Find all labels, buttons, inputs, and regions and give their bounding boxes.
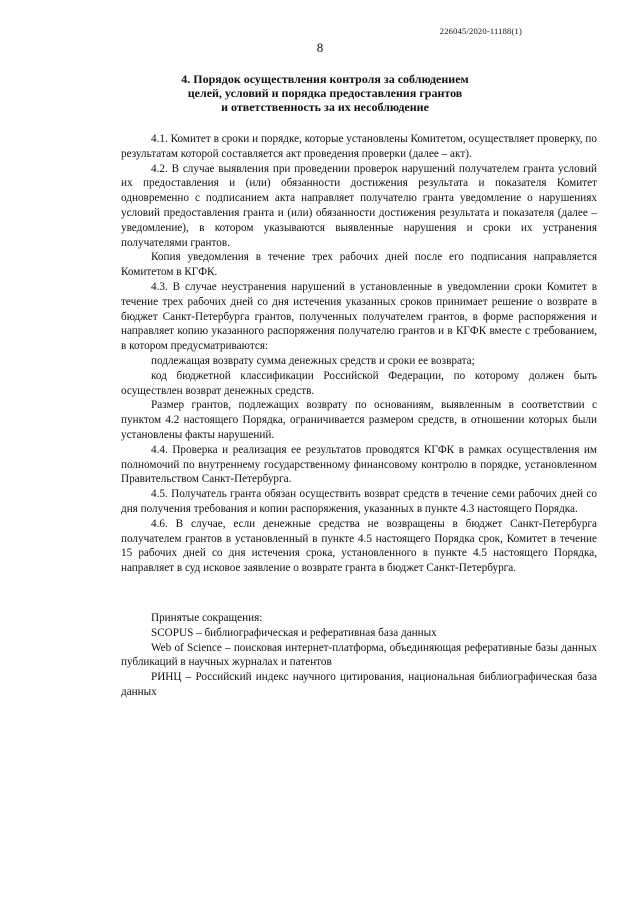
heading-line: целей, условий и порядка предоставления грантов [187,86,463,100]
paragraph-grant-size: Размер грантов, подлежащих возврату по основаниям, выявленным в соответствии с пунктом 4.2 настоящего Порядка, ограничивается размером средств, в отношении которых были установлены факты нарушений. [121,399,597,441]
abbreviation-item: Web of Science – поисковая интернет-платформа, объединяющая реферативные базы данных публикаций в научных журналах и патентов [121,641,597,669]
abbreviations-intro: Принятые сокращения: [151,612,263,624]
abbreviations-block [121,611,597,700]
abbreviation-item: РИНЦ – Российский индекс научного цитирования, национальная библиографическая база данных [121,671,597,698]
heading-line: 4. Порядок осуществления контроля за соблюдением [181,72,469,86]
paragraph-4-1: 4.1. Комитет в сроки и порядке, которые установлены Комитетом, осуществляет проверку, по результатам которой составляется акт проведения проверки (далее – акт). [121,133,597,160]
paragraph-4-4: 4.4. Проверка и реализация ее результатов проводятся КГФК в рамках осуществления им полномочий по внутреннему государственному финансовому контролю в порядке, установленном Правительством Санкт-Петербурга. [121,443,597,486]
paragraph-refund-amount: подлежащая возврату сумма денежных средств и сроки ее возврата; [151,354,475,367]
section-heading [100,72,550,114]
paragraph-notice-copy: Копия уведомления в течение трех рабочих дней после его подписания направляется Комитетом в КГФК. [121,251,597,279]
section-body [121,132,597,576]
page-number: 8 [316,40,324,55]
paragraph-4-3: 4.3. В случае неустранения нарушений в установленные в уведомлении сроки Комитет в течение трех рабочих дней со дня истечения указанных сроков принимает решение о возврате в бюджет Санкт-Петербурга грантов, полученных получателем грантов, в форме распоряжения и направляет копию указанного распоряжения получателю грантов и в КГФК вместе с требованием, в котором предусматриваются: [121,280,597,353]
paragraph-4-5: 4.5. Получатель гранта обязан осуществить возврат средств в течение семи рабочих дней со дня получения требования и копии распоряжения, указанных в пункте 4.3 настоящего Порядка. [121,488,597,515]
heading-line: и ответственность за их несоблюдение [221,100,429,114]
paragraph-4-6: 4.6. В случае, если денежные средства не возвращены в бюджет Санкт-Петербурга получателем грантов в установленный в пункте 4.5 настоящего Порядка срок, Комитет в течение 15 рабочих дней со дня истечения срока, установленного в пункте 4.5 настоящего Порядка, направляет в суд исковое заявление о возврате гранта в бюджет Санкт-Петербурга. [121,517,597,575]
document-id: 226045/2020-11188(1) [439,26,522,36]
paragraph-4-2: 4.2. В случае выявления при проведении проверок нарушений получателем гранта условий их предоставления и (или) обязанности достижения результата и показателя Комитет одновременно с подписанием акта направляет получателю гранта уведомление о нарушениях условий предоставления гранта и (или) обязанности достижения результата и показателя (далее – уведомление), в котором указываются выявленные нарушения и сроки их устранения получателями грантов. [121,162,597,249]
abbreviation-item: SCOPUS – библиографическая и реферативная база данных [151,626,437,639]
paragraph-budget-code: код бюджетной классификации Российской Федерации, по которому должен быть осуществлен возврат денежных средств. [121,369,597,397]
